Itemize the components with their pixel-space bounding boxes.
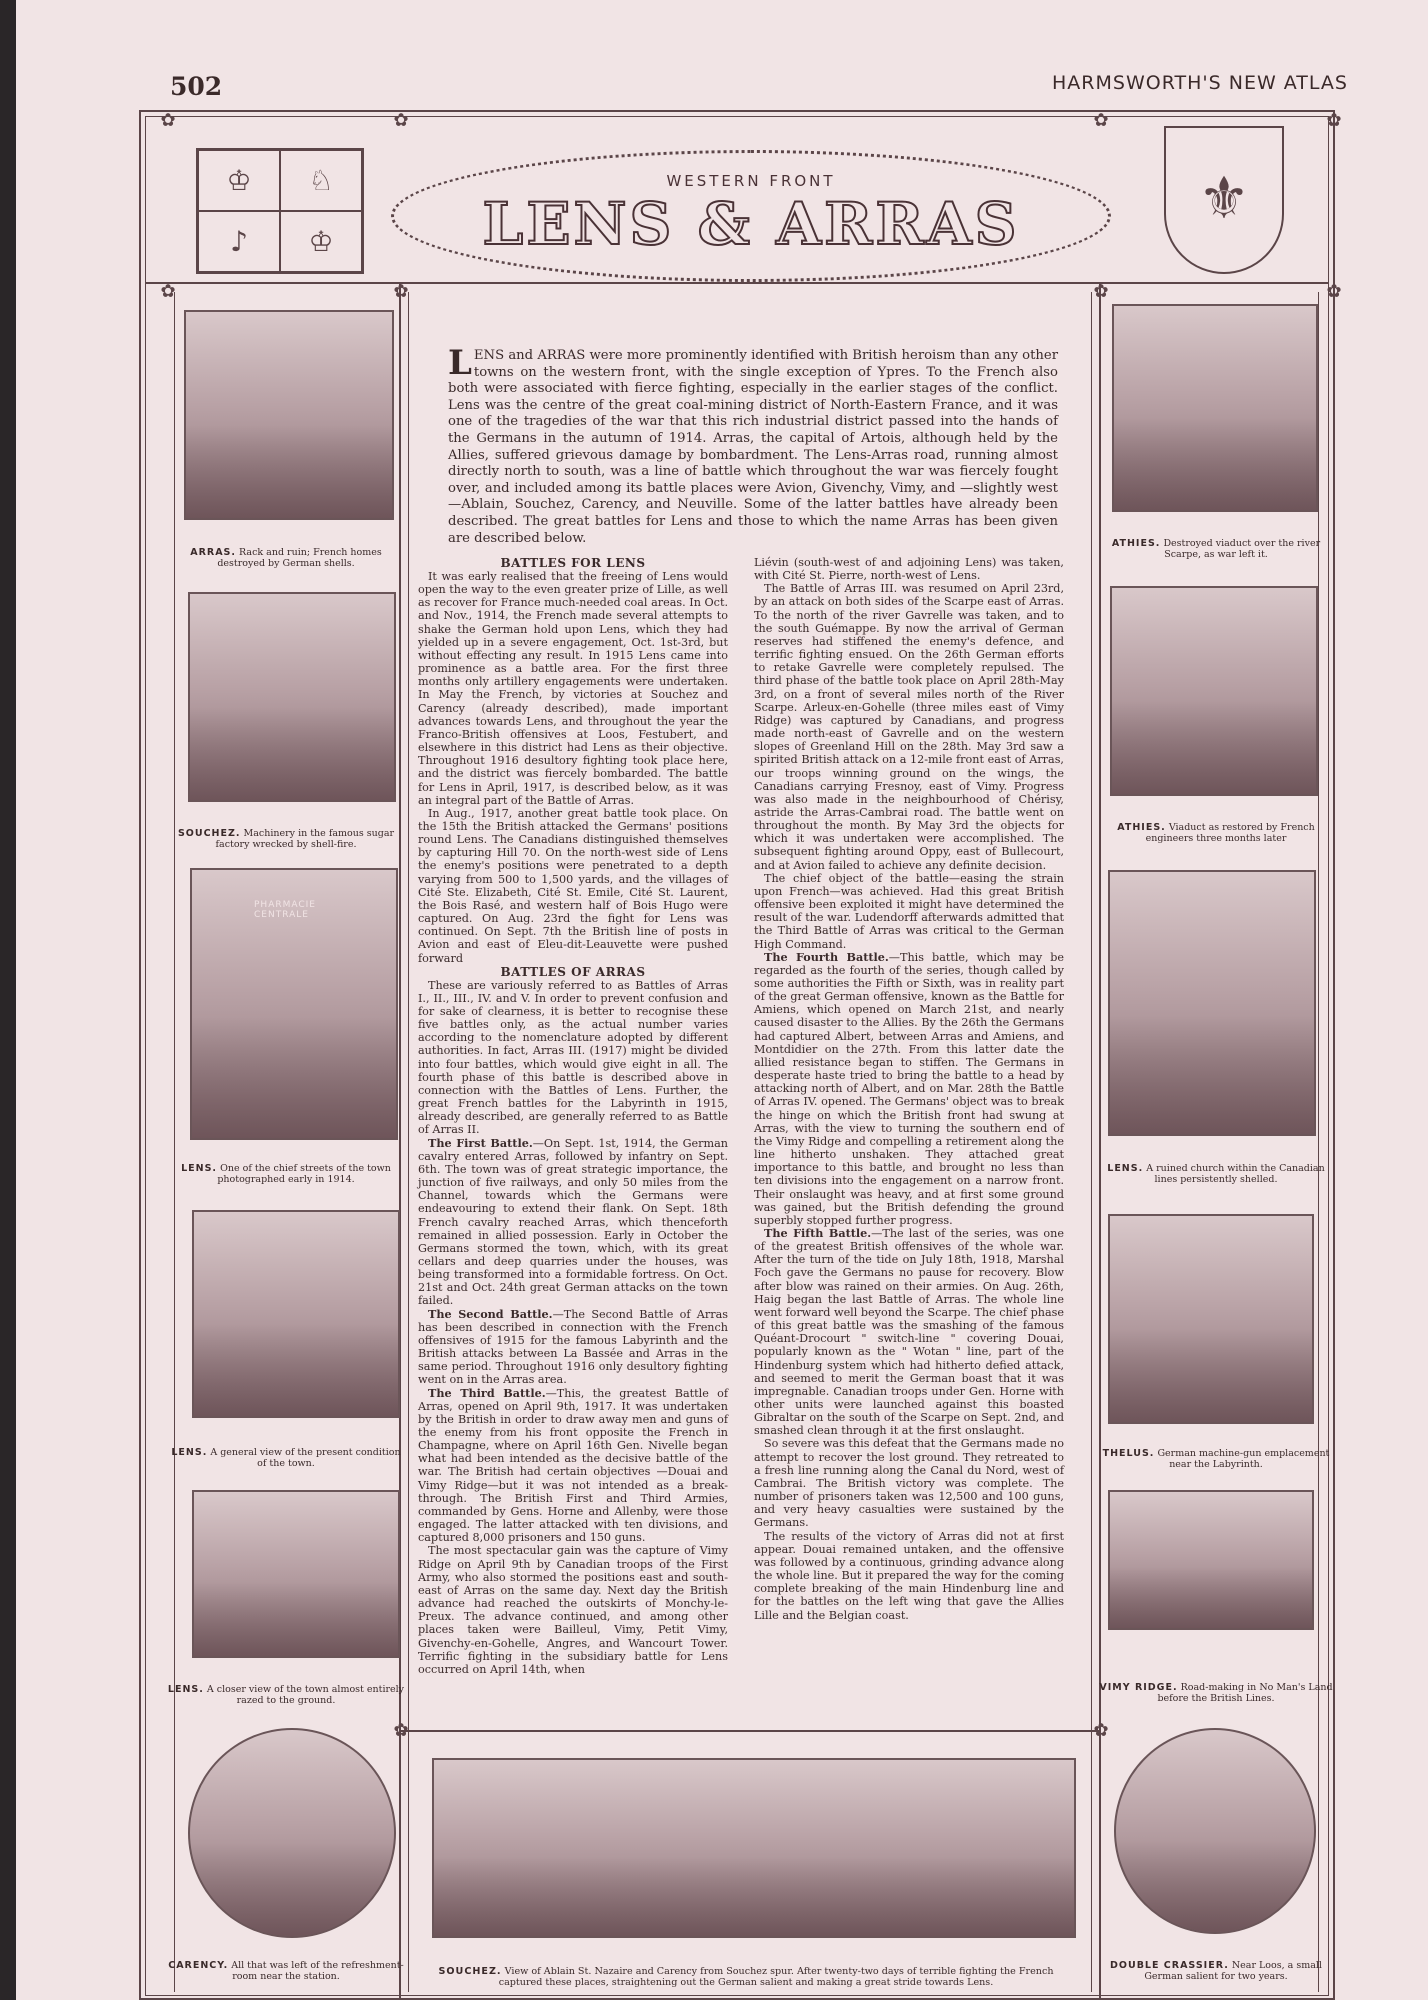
- corner-rosette-icon: ✿: [1326, 110, 1342, 131]
- photo-vimy-ridge: [1108, 1490, 1314, 1630]
- heading-battles-of-arras: BATTLES OF ARRAS: [500, 964, 646, 979]
- paragraph: Liévin (south-west of and adjoining Lens) was taken, with Cité St. Pierre, north-west of Lens.: [754, 556, 1064, 583]
- photo-lens-street: [190, 868, 398, 1140]
- photo-arras-ruins: [184, 310, 394, 520]
- intro-text: ENS and ARRAS were more prominently identified with British heroism than any other towns on the western front, with the single exception of Ypres. To the French also both were associated with fierce fighting, especially in the earlier stages of the conflict. Lens was the centre of the great coal-mining district of North-Eastern France, and it was one of the tragedies of the war that this rich industrial district passed into the hands of the Germans in the autumn of 1914. Arras, the capital of Artois, although held by the Allies, suffered grievous damage by bombardment. The Lens-Arras road, running almost directly north to south, was a line of battle which throughout the war was fiercely fought over, and included among its battle places were Avion, Givenchy, Vimy, and —slightly west—Ablain, Souchez, Carency, and Neuville. Some of the latter battles have already been described. The great battles for Lens and those to which the name Arras has been given are described below.: [448, 348, 1058, 546]
- corner-rosette-icon: ✿: [1093, 281, 1109, 302]
- paragraph: The results of the victory of Arras did not at first appear. Douai remained untaken, and the offensive was followed by a continuous, grinding advance along the whole line. But it prepared the way for the coming complete breaking of the main Hindenburg line and for the battles on the left wing that gave the Allies Lille and the Belgian coast.: [754, 1529, 1064, 1622]
- caption-vimy-ridge: VIMY RIDGE. Road-making in No Man's Land before the British Lines.: [1099, 1682, 1333, 1704]
- french-republic-shield-emblem: ⚜: [1164, 126, 1284, 274]
- photo-carency-round: [188, 1728, 396, 1938]
- corner-rosette-icon: ✿: [1326, 281, 1342, 302]
- caption-lens-general: LENS. A general view of the present condition of the town.: [171, 1447, 401, 1469]
- lion-icon: ♔: [198, 150, 280, 211]
- photo-souchez-panorama: [432, 1758, 1076, 1938]
- lion-rampant-icon: ♘: [280, 150, 362, 211]
- paragraph-second-battle: The Second Battle.—The Second Battle of Arras has been described in connection with the French offensives of 1915 for the famous Labyrinth and the British attacks between La Bassée and Arras in the same period. Throughout 1916 only desultory fighting went on in the Arras area.: [418, 1306, 728, 1387]
- harp-icon: ♪: [198, 211, 280, 272]
- royal-arms-emblem: [196, 148, 364, 274]
- caption-lens-closer: LENS. A closer view of the town almost entirely razed to the ground.: [167, 1684, 405, 1706]
- caption-lens-church: LENS. A ruined church within the Canadian lines persistently shelled.: [1107, 1163, 1325, 1185]
- left-column-rule: [399, 282, 401, 2000]
- page-title: LENS & ARRAS: [482, 190, 1020, 258]
- photo-lens-general-view: [192, 1210, 400, 1418]
- title-band-rule: [145, 282, 1329, 284]
- corner-rosette-icon: ✿: [1093, 1720, 1109, 1741]
- photo-athies-restored-viaduct: [1110, 586, 1318, 796]
- page-number: 502: [170, 72, 223, 101]
- corner-rosette-icon: ✿: [1093, 110, 1109, 131]
- atlas-page: [16, 0, 1428, 2000]
- paragraph: These are variously referred to as Battles of Arras I., II., III., IV. and V. In order to prevent confusion and for sake of clearness, it is better to recognise these five battles only, as the actual number varies according to the nomenclature adopted by different authorities. In fact, Arras III. (1917) might be divided into four battles, which would give eight in all. The fourth phase of this battle is described above in connection with the Battles of Lens. Further, the great French battles for the Labyrinth in 1915, already described, are generally referred to as Battle of Arras II.: [418, 978, 728, 1137]
- paragraph: It was early realised that the freeing of Lens would open the way to the even greater prize of Lille, as well as recover for France much-needed coal areas. In Oct. and Nov., 1914, the French made several attempts to shake the German hold upon Lens, which they had yielded up in a severe engagement, Oct. 1st-3rd, but without effecting any result. In 1915 Lens came into prominence as a battle area. For the first three months only artillery engagements were undertaken. In May the French, by victories at Souchez and Carency (already described), made important advances towards Lens, and throughout the year the Franco-British offensives at Loos, Festubert, and elsewhere in this district had Lens as their objective. Throughout 1916 desultory fighting took place here, and the district was fiercely bombarded. The battle for Lens in April, 1917, is described below, as it was an integral part of the Battle of Arras.: [418, 570, 728, 807]
- text-column-left: [418, 556, 728, 1676]
- photo-souchez-machinery: [188, 592, 396, 802]
- photo-shop-sign: PHARMACIE CENTRALE: [254, 900, 316, 920]
- caption-double-crassier: DOUBLE CRASSIER. Near Loos, a small German salient for two years.: [1110, 1960, 1322, 1982]
- intro-paragraph: [448, 343, 1058, 547]
- lion-icon: ♔: [280, 211, 362, 272]
- photo-thelus-emplacement: [1108, 1214, 1314, 1424]
- caption-athies-restored: ATHIES. Viaduct as restored by French engineers three months later: [1117, 822, 1315, 844]
- drop-cap: L: [448, 343, 472, 383]
- paragraph-third-battle: The Third Battle.—This, the greatest Battle of Arras, opened on April 9th, 1917. It was undertaken by the British in order to draw away men and guns of the enemy from his front opposite the French in Champagne, where on April 16th Gen. Nivelle began what had been intended as the decisive battle of the war. The British had certain objectives —Douai and Vimy Ridge—but it was not intended as a break-through. The British First and Third Armies, commanded by Gens. Horne and Allenby, were those engaged. The latter attacked with ten divisions, and captured 8,000 prisoners and 150 guns.: [418, 1385, 728, 1545]
- text-column-right: [754, 556, 1064, 1622]
- corner-rosette-icon: ✿: [393, 281, 409, 302]
- atlas-running-title: HARMSWORTH'S NEW ATLAS: [1052, 72, 1348, 94]
- text-panel-bottom-rule: [399, 1730, 1099, 1732]
- caption-souchez-factory: SOUCHEZ. Machinery in the famous sugar factory wrecked by shell-fire.: [177, 828, 395, 850]
- heading-battles-for-lens: BATTLES FOR LENS: [500, 556, 646, 570]
- caption-carency: CARENCY. All that was left of the refreshment-room near the station.: [168, 1960, 404, 1982]
- paragraph: So severe was this defeat that the Germans made no attempt to recover the lost ground. They retreated to a fresh line running along the Canal du Nord, west of Cambrai. The British victory was complete. The number of prisoners taken was 12,500 and 100 guns, and very heavy casualties were sustained by the Germans.: [754, 1437, 1064, 1530]
- photo-lens-razed: [192, 1490, 400, 1658]
- caption-athies-destroyed: ATHIES. Destroyed viaduct over the river Scarpe, as war left it.: [1111, 538, 1321, 560]
- paragraph: The most spectacular gain was the capture of Vimy Ridge on April 9th by Canadian troops of the First Army, who also stormed the positions east and south-east of Arras on the same day. Next day the British advance had reached the outskirts of Monchy-le-Preux. The advance continued, and among other places taken were Bailleul, Vimy, Petit Vimy, Givenchy-en-Gohelle, Angres, and Wancourt Tower. Terrific fighting in the subsidiary battle for Lens occurred on April 14th, when: [418, 1544, 728, 1676]
- photo-double-crassier-round: [1114, 1728, 1316, 1934]
- caption-thelus: THELUS. German machine-gun emplacement near the Labyrinth.: [1102, 1448, 1330, 1470]
- corner-rosette-icon: ✿: [160, 110, 176, 131]
- corner-rosette-icon: ✿: [160, 281, 176, 302]
- paragraph: The chief object of the battle—easing the strain upon French—was achieved. Had this great British offensive been exploited it might have determined the result of the war. Ludendorff afterwards admitted that the Third Battle of Arras was critical to the German High Command.: [754, 871, 1064, 951]
- paragraph: The Battle of Arras III. was resumed on April 23rd, by an attack on both sides of the Scarpe east of Arras. To the north of the river Gavrelle was taken, and to the south Guémappe. By now the arrival of German reserves had stiffened the enemy's defence, and terrific fighting ensued. On the 26th German efforts to retake Gavrelle were completely repulsed. The third phase of the battle took place on April 28th-May 3rd, on a front of several miles north of the River Scarpe. Arleux-en-Gohelle (three miles east of Vimy Ridge) was captured by Canadians, and progress made north-east of Gavrelle and on the western slopes of Greenland Hill on the 28th. May 3rd saw a spirited British attack on a 12-mile front east of Arras, our troops winning ground on the wings, the Canadians carrying Fresnoy, east of Vimy. Progress was also made in the neighbourhood of Chérisy, astride the Arras-Cambrai road. The battle went on throughout the month. By May 3rd the objects for which it was undertaken were accomplished. The subsequent fighting around Oppy, east of Bullecourt, and at Avion failed to achieve any definite decision.: [754, 582, 1064, 872]
- paragraph-fifth-battle: The Fifth Battle.—The last of the series, was one of the greatest British offensives of the whole war. After the turn of the tide on July 18th, 1918, Marshal Foch gave the Germans no pause for recovery. Blow after blow was rained on their armies. On Aug. 26th, Haig began the last Battle of Arras. The whole line went forward well beyond the Scarpe. The chief phase of this great battle was the smashing of the famous Quéant-Drocourt " switch-line " covering Douai, popularly known as the " Wotan " line, part of the Hindenburg system which had hitherto defied attack, and seemed to merit the German boast that it was impregnable. Canadian troops under Gen. Horne with other units were launched against this boasted Gibraltar on the south of the Scarpe on Sept. 2nd, and smashed clean through it at the first onslaught.: [754, 1225, 1064, 1438]
- paragraph-fourth-battle: The Fourth Battle.—This battle, which may be regarded as the fourth of the series, though called by some authorities the Fifth or Sixth, was in reality part of the great German offensive, known as the Battle for Amiens, which opened on March 21st, and nearly caused disaster to the Allies. By the 26th the Germans had captured Albert, between Arras and Amiens, and Montdidier on the 27th. From this latter date the allied resistance began to stiffen. The Germans in desperate haste tried to bring the battle to a head by attacking north of Albert, and on Mar. 28th the Battle of Arras IV. opened. The Germans' object was to break the hinge on which the British front had swung at Arras, with the view to turning the southern end of the Vimy Ridge and compelling a retirement along the line hitherto unshaken. They attached great importance to this battle, and brought no less than ten divisions into the engagement on a narrow front. Their onslaught was heavy, and at first some ground was gained, but the British defending the ground superbly stopped further progress.: [754, 949, 1064, 1227]
- paragraph-first-battle: The First Battle.—On Sept. 1st, 1914, the German cavalry entered Arras, followed by infantry on Sept. 6th. The town was of great strategic importance, the junction of five railways, and only 50 miles from the Channel, towards which the Germans were endeavouring to extend their flank. On Sept. 18th French cavalry reached Arras, which thenceforth remained in allied possession. Early in October the Germans stormed the town, which, with its great cellars and deep quarries under the houses, was being transformed into a formidable fortress. On Oct. 21st and Oct. 24th great German attacks on the town failed.: [418, 1135, 728, 1308]
- photo-lens-ruined-church: [1108, 870, 1316, 1136]
- title-kicker: WESTERN FRONT: [666, 172, 836, 190]
- caption-souchez-panorama: SOUCHEZ. View of Ablain St. Nazaire and Carency from Souchez spur. After twenty-two days of terrible fighting the French captured these places, straightening out the German salient and making a great stride towards Lens.: [438, 1966, 1054, 1988]
- paragraph: In Aug., 1917, another great battle took place. On the 15th the British attacked the Germans' positions round Lens. The Canadians distinguished themselves by capturing Hill 70. On the north-west side of Lens the enemy's positions were penetrated to a depth varying from 500 to 1,500 yards, and the villages of Cité Ste. Elizabeth, Cité St. Emile, Cité St. Laurent, the Bois Rasé, and western half of Bois Hugo were captured. On Aug. 23rd the fight for Lens was continued. On Sept. 7th the British line of posts in Avion and east of Eleu-dit-Leauvette were pushed forward: [418, 806, 728, 965]
- corner-rosette-icon: ✿: [393, 110, 409, 131]
- caption-lens-street: LENS. One of the chief streets of the town photographed early in 1914.: [181, 1163, 391, 1185]
- corner-rosette-icon: ✿: [393, 1720, 409, 1741]
- photo-athies-destroyed-viaduct: [1112, 304, 1318, 512]
- caption-arras: ARRAS. Rack and ruin; French homes destroyed by German shells.: [190, 547, 382, 569]
